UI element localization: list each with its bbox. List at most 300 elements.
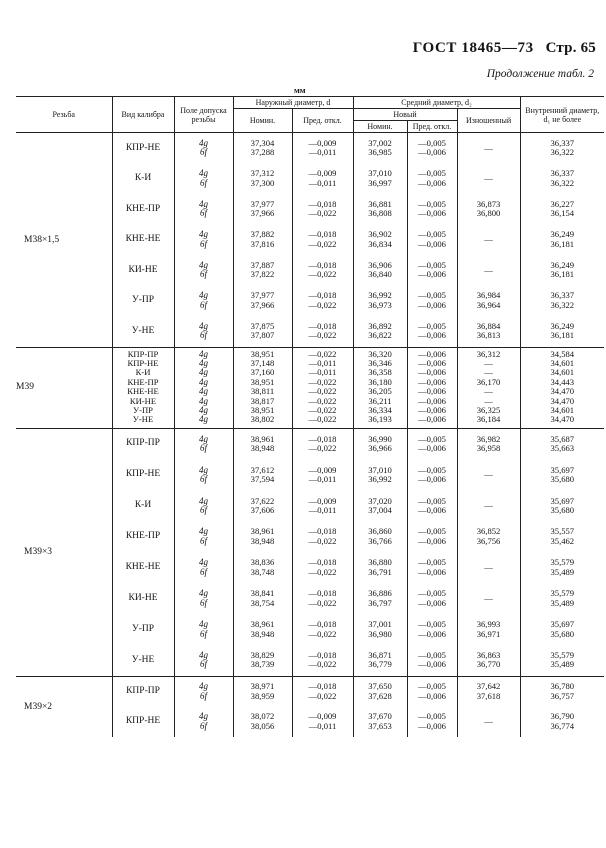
pitch-diameter-deviation (407, 133, 457, 164)
pitch-diameter-deviation-value: —0,005 (418, 168, 446, 179)
outer-diameter-deviation (292, 552, 353, 583)
outer-diameter-nominal-value: 37,288 (250, 147, 275, 158)
pitch-diameter-deviation-value: —0,006 (418, 414, 446, 425)
outer-diameter-deviation-value: —0,022 (308, 443, 337, 454)
gauge-type-value: К-И (134, 500, 152, 511)
inner-diameter-value: 35,697 (550, 464, 575, 475)
tolerance-field (174, 645, 233, 676)
pitch-diameter-nominal-value: 36,892 (368, 320, 392, 331)
pitch-diameter-deviation-value: —0,006 (418, 330, 446, 341)
pitch-diameter-worn (457, 194, 520, 225)
tolerance-field-value: 4g (199, 137, 208, 148)
gauge-type-value: КНЕ-ПР (125, 203, 161, 214)
outer-diameter-nominal-value: 37,300 (250, 177, 275, 188)
tolerance-field-value: 4g (199, 376, 208, 387)
outer-diameter-deviation-value: —0,011 (308, 177, 337, 188)
pitch-diameter-deviation (407, 428, 457, 459)
tolerance-field-value: 4g (199, 650, 208, 661)
outer-diameter-deviation-value: —0,022 (308, 659, 337, 670)
tolerance-field-value: 6f (199, 147, 207, 158)
outer-diameter-deviation-value: —0,009 (308, 168, 337, 179)
pitch-diameter-worn-value: — (484, 500, 493, 511)
pitch-diameter-deviation-value: —0,005 (418, 650, 446, 661)
outer-diameter-deviation-value: —0,018 (308, 290, 337, 301)
pitch-diameter-worn-value: 37,642 (476, 681, 501, 692)
tolerance-field (174, 225, 233, 256)
pitch-diameter-deviation (407, 491, 457, 522)
tolerance-field (174, 614, 233, 645)
pitch-diameter-worn (457, 164, 520, 195)
inner-diameter-value: 34,601 (550, 357, 575, 368)
tolerance-field (174, 707, 233, 737)
outer-diameter-nominal-value: 38,948 (250, 628, 275, 639)
pitch-diameter-worn (457, 707, 520, 737)
gauge-type (112, 645, 174, 676)
outer-diameter-deviation (292, 347, 353, 428)
pitch-diameter-deviation (407, 225, 457, 256)
outer-diameter-nominal (233, 552, 292, 583)
thread-designation: M39×2 (16, 676, 112, 737)
outer-diameter-deviation-value: —0,009 (308, 711, 337, 722)
pitch-diameter-worn-value: 36,863 (476, 650, 501, 661)
outer-diameter-nominal-value: 38,951 (250, 404, 275, 415)
inner-diameter-value: 35,579 (550, 650, 575, 661)
pitch-diameter-nominal (353, 645, 407, 676)
outer-diameter-nominal (233, 347, 292, 428)
inner-diameter-value: 36,774 (550, 720, 575, 731)
pitch-diameter-worn-value: — (484, 386, 493, 397)
inner-diameter-value: 35,557 (550, 526, 575, 537)
inner-diameter-value: 35,680 (550, 504, 575, 515)
pitch-diameter-worn (457, 428, 520, 459)
outer-diameter-deviation (292, 676, 353, 707)
outer-diameter-nominal (233, 707, 292, 737)
gauge-type (112, 347, 174, 428)
pitch-diameter-worn (457, 552, 520, 583)
gauge-type (112, 460, 174, 491)
gauge-dimensions-table (16, 96, 604, 737)
outer-diameter-deviation (292, 707, 353, 737)
gauge-type (112, 428, 174, 459)
pitch-diameter-worn-value: 36,964 (476, 299, 501, 310)
tolerance-field-value: 4g (199, 464, 208, 475)
tolerance-field-value: 4g (199, 711, 208, 722)
outer-diameter-nominal-value: 37,160 (250, 367, 275, 378)
pitch-diameter-nominal (353, 286, 407, 317)
pitch-diameter-worn-value: 36,993 (476, 619, 501, 630)
tolerance-field (174, 676, 233, 707)
pitch-diameter-deviation-value: —0,005 (418, 433, 446, 444)
gauge-type-value: У-НЕ (132, 414, 154, 425)
tolerance-field-value: 4g (199, 168, 208, 179)
inner-diameter-value: 36,780 (550, 681, 575, 692)
gauge-type-value: КПР-НЕ (125, 716, 161, 727)
outer-diameter-deviation-value: —0,022 (308, 386, 337, 397)
pitch-diameter-deviation-value: —0,005 (418, 681, 446, 692)
inner-diameter-value: 35,680 (550, 474, 575, 485)
gauge-type (112, 521, 174, 552)
pitch-diameter-deviation-value: —0,005 (418, 229, 446, 240)
outer-diameter-deviation-value: —0,018 (308, 229, 337, 240)
tolerance-field-value: 6f (199, 474, 207, 485)
pitch-diameter-worn-value: 36,770 (476, 659, 501, 670)
pitch-diameter-nominal-value: 37,650 (368, 681, 392, 692)
pitch-diameter-nominal (353, 164, 407, 195)
outer-diameter-nominal-value: 37,594 (250, 474, 275, 485)
pitch-diameter-deviation-value: —0,006 (418, 597, 446, 608)
pitch-diameter-deviation-value: —0,005 (418, 495, 446, 506)
outer-diameter-deviation (292, 645, 353, 676)
table-row (16, 133, 604, 164)
outer-diameter-deviation-value: —0,018 (308, 320, 337, 331)
pitch-diameter-deviation-value: —0,006 (418, 659, 446, 670)
outer-diameter-nominal (233, 491, 292, 522)
inner-diameter (520, 521, 604, 552)
pitch-diameter-worn-value: — (484, 367, 493, 378)
outer-diameter-nominal-value: 38,811 (250, 386, 275, 397)
tolerance-field-value: 6f (199, 177, 207, 188)
pitch-diameter-deviation (407, 255, 457, 286)
gauge-type-value: У-ПР (131, 623, 155, 634)
inner-diameter-value: 36,322 (550, 177, 575, 188)
outer-diameter-deviation-value: —0,022 (308, 535, 337, 546)
inner-diameter-value: 35,489 (550, 566, 575, 577)
pitch-diameter-worn-value: 37,618 (476, 690, 501, 701)
outer-diameter-nominal-value: 37,882 (250, 229, 275, 240)
pitch-diameter-nominal-value: 37,002 (368, 137, 392, 148)
pitch-diameter-worn-value: 36,873 (476, 198, 501, 209)
outer-diameter-deviation-value: —0,022 (308, 404, 337, 415)
pitch-diameter-deviation-value: —0,005 (418, 198, 446, 209)
gauge-type-value: КНЕ-НЕ (125, 562, 161, 573)
pitch-diameter-nominal (353, 225, 407, 256)
pitch-diameter-worn (457, 316, 520, 347)
outer-diameter-nominal-value: 37,977 (250, 198, 275, 209)
outer-diameter-nominal-value: 38,961 (250, 433, 275, 444)
tolerance-field-value: 4g (199, 557, 208, 568)
outer-diameter-deviation-value: —0,009 (308, 495, 337, 506)
pitch-diameter-worn-value: — (484, 592, 493, 603)
inner-diameter (520, 645, 604, 676)
outer-diameter-nominal-value: 38,948 (250, 443, 275, 454)
tolerance-field (174, 286, 233, 317)
pitch-diameter-deviation-value: —0,005 (418, 619, 446, 630)
pitch-diameter-nominal-value: 36,980 (368, 628, 392, 639)
outer-diameter-nominal (233, 133, 292, 164)
tolerance-field-value: 6f (199, 659, 207, 670)
outer-diameter-nominal (233, 583, 292, 614)
pitch-diameter-worn-value: 36,325 (476, 404, 501, 415)
outer-diameter-deviation (292, 491, 353, 522)
outer-diameter-nominal-value: 38,951 (250, 376, 275, 387)
pitch-diameter-nominal (353, 676, 407, 707)
header-tolerance-field: Поле допуска резьбы (174, 97, 233, 133)
inner-diameter-value: 35,697 (550, 495, 575, 506)
header-outer-deviation: Пред. откл. (292, 109, 353, 133)
pitch-diameter-worn (457, 521, 520, 552)
tolerance-field-value: 4g (199, 588, 208, 599)
pitch-diameter-nominal-value: 37,020 (368, 495, 392, 506)
gauge-type-value: КНЕ-ПР (125, 531, 161, 542)
tolerance-field (174, 255, 233, 286)
pitch-diameter-nominal-value: 37,010 (368, 168, 392, 179)
pitch-diameter-worn-value: 36,813 (476, 330, 501, 341)
pitch-diameter-nominal-value: 36,840 (368, 269, 392, 280)
pitch-diameter-worn-value: — (484, 173, 493, 184)
gauge-type-value: У-ПР (133, 404, 153, 415)
inner-diameter-value: 34,584 (550, 348, 575, 359)
pitch-diameter-worn (457, 255, 520, 286)
inner-diameter-value: 35,579 (550, 557, 575, 568)
pitch-diameter-nominal (353, 552, 407, 583)
inner-diameter-value: 36,181 (550, 238, 575, 249)
outer-diameter-deviation (292, 521, 353, 552)
outer-diameter-nominal-value: 38,951 (250, 348, 275, 359)
outer-diameter-nominal (233, 316, 292, 347)
pitch-diameter-deviation-value: —0,006 (418, 269, 446, 280)
pitch-diameter-nominal-value: 36,211 (368, 395, 392, 406)
outer-diameter-nominal (233, 521, 292, 552)
pitch-diameter-deviation-value: —0,006 (418, 348, 446, 359)
pitch-diameter-deviation (407, 521, 457, 552)
outer-diameter-deviation-value: —0,018 (308, 198, 337, 209)
tolerance-field-value: 4g (199, 348, 208, 359)
tolerance-field-value: 4g (199, 395, 208, 406)
outer-diameter-nominal-value: 38,802 (250, 414, 275, 425)
tolerance-field-value: 6f (199, 535, 207, 546)
outer-diameter-deviation-value: —0,018 (308, 526, 337, 537)
pitch-diameter-worn (457, 676, 520, 707)
pitch-diameter-deviation-value: —0,006 (418, 376, 446, 387)
table-row (16, 347, 604, 428)
outer-diameter-deviation (292, 583, 353, 614)
outer-diameter-nominal (233, 164, 292, 195)
outer-diameter-deviation-value: —0,011 (308, 367, 337, 378)
gauge-type-value: КПР-НЕ (125, 142, 161, 153)
outer-diameter-deviation-value: —0,011 (308, 504, 337, 515)
gauge-type (112, 491, 174, 522)
gauge-type-value: КНЕ-НЕ (125, 234, 161, 245)
tolerance-field-value: 4g (199, 229, 208, 240)
outer-diameter-deviation-value: —0,022 (308, 395, 337, 406)
pitch-diameter-nominal (353, 255, 407, 286)
pitch-diameter-deviation-value: —0,005 (418, 259, 446, 270)
tolerance-field-value: 6f (199, 443, 207, 454)
outer-diameter-nominal-value: 37,612 (250, 464, 275, 475)
outer-diameter-deviation-value: —0,022 (308, 330, 337, 341)
outer-diameter-nominal (233, 428, 292, 459)
pitch-diameter-nominal (353, 707, 407, 737)
tolerance-field-value: 4g (199, 619, 208, 630)
tolerance-field (174, 347, 233, 428)
outer-diameter-nominal-value: 37,875 (250, 320, 275, 331)
outer-diameter-deviation (292, 286, 353, 317)
outer-diameter-nominal-value: 37,148 (250, 357, 275, 368)
tolerance-field-value: 6f (199, 208, 207, 219)
pitch-diameter-nominal-value: 36,985 (368, 147, 392, 158)
pitch-diameter-nominal-value: 36,358 (368, 367, 392, 378)
pitch-diameter-deviation (407, 614, 457, 645)
pitch-diameter-deviation (407, 583, 457, 614)
header-outer-nominal: Номин. (233, 109, 292, 133)
inner-diameter (520, 460, 604, 491)
tolerance-field (174, 428, 233, 459)
gauge-type (112, 707, 174, 737)
inner-diameter (520, 164, 604, 195)
outer-diameter-deviation-value: —0,022 (308, 269, 337, 280)
table-row (16, 428, 604, 459)
tolerance-field-value: 4g (199, 198, 208, 209)
outer-diameter-deviation (292, 194, 353, 225)
gauge-type (112, 552, 174, 583)
pitch-diameter-deviation (407, 552, 457, 583)
tolerance-field-value: 4g (199, 367, 208, 378)
outer-diameter-nominal (233, 286, 292, 317)
table-row (16, 676, 604, 707)
pitch-diameter-worn-value: — (484, 716, 493, 727)
inner-diameter (520, 707, 604, 737)
inner-diameter (520, 316, 604, 347)
pitch-diameter-nominal-value: 36,906 (368, 259, 392, 270)
pitch-diameter-deviation (407, 676, 457, 707)
inner-diameter-value: 34,470 (550, 395, 575, 406)
outer-diameter-nominal-value: 38,829 (250, 650, 275, 661)
inner-diameter (520, 614, 604, 645)
outer-diameter-deviation (292, 133, 353, 164)
outer-diameter-nominal (233, 676, 292, 707)
outer-diameter-deviation-value: —0,022 (308, 348, 337, 359)
outer-diameter-nominal-value: 38,841 (250, 588, 275, 599)
outer-diameter-nominal-value: 37,606 (250, 504, 275, 515)
outer-diameter-deviation (292, 255, 353, 286)
tolerance-field (174, 552, 233, 583)
inner-diameter (520, 286, 604, 317)
inner-diameter-value: 35,579 (550, 588, 575, 599)
pitch-diameter-nominal-value: 36,860 (368, 526, 392, 537)
pitch-diameter-nominal-value: 36,822 (368, 330, 392, 341)
gauge-type-value: КПР-ПР (126, 686, 160, 697)
pitch-diameter-nominal-value: 37,001 (368, 619, 392, 630)
tolerance-field-value: 6f (199, 628, 207, 639)
outer-diameter-deviation (292, 316, 353, 347)
thread-designation: M39 (16, 347, 112, 428)
gauge-type-value: К-И (135, 367, 151, 378)
inner-diameter-value: 36,249 (550, 320, 575, 331)
inner-diameter-value: 34,470 (550, 414, 575, 425)
gauge-type (112, 194, 174, 225)
pitch-diameter-worn-value: — (484, 264, 493, 275)
pitch-diameter-nominal-value: 36,346 (368, 357, 392, 368)
outer-diameter-nominal-value: 38,971 (250, 681, 275, 692)
tolerance-field-value: 4g (199, 404, 208, 415)
pitch-diameter-deviation-value: —0,006 (418, 238, 446, 249)
pitch-diameter-deviation-value: —0,006 (418, 299, 446, 310)
gauge-type-value: КНЕ-НЕ (127, 386, 159, 397)
pitch-diameter-worn-value: — (484, 562, 493, 573)
outer-diameter-deviation (292, 614, 353, 645)
tolerance-field-value: 4g (199, 414, 208, 425)
gauge-type-value: КПР-ПР (127, 348, 159, 359)
tolerance-field-value: 4g (199, 259, 208, 270)
inner-diameter-value: 36,337 (550, 168, 575, 179)
tolerance-field (174, 460, 233, 491)
outer-diameter-nominal-value: 38,748 (250, 566, 275, 577)
outer-diameter-nominal (233, 460, 292, 491)
outer-diameter-nominal (233, 614, 292, 645)
tolerance-field-value: 4g (199, 320, 208, 331)
pitch-diameter-worn (457, 645, 520, 676)
pitch-diameter-worn (457, 286, 520, 317)
header-inner-diameter: Внутренний диаметр, d₁ не более (520, 97, 604, 133)
inner-diameter-value: 34,601 (550, 404, 575, 415)
inner-diameter (520, 225, 604, 256)
tolerance-field (174, 316, 233, 347)
pitch-diameter-deviation-value: —0,006 (418, 720, 446, 731)
tolerance-field-value: 6f (199, 690, 207, 701)
tolerance-field-value: 6f (199, 238, 207, 249)
inner-diameter-value: 35,663 (550, 443, 575, 454)
outer-diameter-deviation-value: —0,018 (308, 588, 337, 599)
inner-diameter-value: 35,680 (550, 628, 575, 639)
units-label: мм (294, 85, 306, 95)
tolerance-field-value: 6f (199, 566, 207, 577)
pitch-diameter-deviation-value: —0,006 (418, 404, 446, 415)
pitch-diameter-deviation (407, 316, 457, 347)
pitch-diameter-deviation-value: —0,006 (418, 367, 446, 378)
outer-diameter-nominal-value: 38,948 (250, 535, 275, 546)
inner-diameter (520, 428, 604, 459)
tolerance-field (174, 521, 233, 552)
gauge-type-value: КИ-НЕ (128, 264, 158, 275)
outer-diameter-nominal (233, 645, 292, 676)
pitch-diameter-nominal-value: 36,990 (368, 433, 392, 444)
tolerance-field-value: 6f (199, 504, 207, 515)
tolerance-field-value: 4g (199, 386, 208, 397)
outer-diameter-nominal-value: 38,754 (250, 597, 275, 608)
pitch-diameter-deviation-value: —0,006 (418, 147, 446, 158)
inner-diameter (520, 552, 604, 583)
pitch-diameter-nominal-value: 36,797 (368, 597, 392, 608)
pitch-diameter-deviation-value: —0,006 (418, 386, 446, 397)
pitch-diameter-nominal-value: 36,205 (368, 386, 392, 397)
pitch-diameter-nominal-value: 36,881 (368, 198, 392, 209)
outer-diameter-nominal-value: 38,056 (250, 720, 275, 731)
pitch-diameter-nominal-value: 37,670 (368, 711, 392, 722)
outer-diameter-nominal (233, 194, 292, 225)
header-gauge-type: Вид калибра (112, 97, 174, 133)
pitch-diameter-nominal-value: 36,791 (368, 566, 392, 577)
tolerance-field-value: 6f (199, 330, 207, 341)
pitch-diameter-nominal-value: 36,180 (368, 376, 392, 387)
pitch-diameter-worn-value: 36,884 (476, 320, 501, 331)
outer-diameter-deviation-value: —0,022 (308, 238, 337, 249)
pitch-diameter-deviation-value: —0,005 (418, 290, 446, 301)
pitch-diameter-deviation-value: —0,006 (418, 357, 446, 368)
outer-diameter-nominal (233, 255, 292, 286)
inner-diameter (520, 676, 604, 707)
gauge-type-value: КИ-НЕ (129, 395, 157, 406)
outer-diameter-deviation-value: —0,018 (308, 650, 337, 661)
outer-diameter-deviation (292, 460, 353, 491)
inner-diameter-value: 34,470 (550, 386, 575, 397)
gauge-type (112, 164, 174, 195)
tolerance-field-value: 4g (199, 357, 208, 368)
outer-diameter-deviation-value: —0,022 (308, 566, 337, 577)
tolerance-field-value: 4g (199, 681, 208, 692)
pitch-diameter-worn-value: 36,971 (476, 628, 501, 639)
pitch-diameter-nominal (353, 460, 407, 491)
gauge-type-value: КПР-ПР (126, 438, 160, 449)
